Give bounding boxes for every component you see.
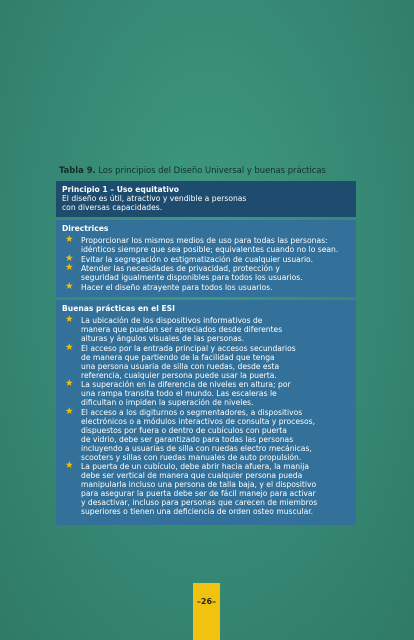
list-item	[62, 252, 350, 264]
list-item-line: de manera que partiendo de la facilidad que tenga	[81, 352, 275, 362]
list-item-line: manera que puedan ser apreciados desde diferentes	[81, 325, 283, 334]
list-item-line: una rampa transita todo el mundo. Las escaleras le	[81, 389, 277, 398]
list-item-line: seguridad igualmente disponibles para todos los usuarios.	[81, 273, 303, 282]
star-bullet-icon: ★	[65, 378, 74, 389]
star-bullet-icon: ★	[65, 280, 74, 292]
star-bullet-icon: ★	[65, 341, 74, 353]
list-item-line: La ubicación de los dispositivos informativos de	[81, 316, 263, 325]
directrices-list	[62, 236, 350, 292]
principle-title: Principio 1 – Uso equitativo	[62, 185, 179, 194]
list-item-line: La superación en la diferencia de niveles en altura; por	[81, 380, 291, 389]
list-item-line: idénticos siempre que sea posible; equivalentes cuando no lo sean.	[81, 245, 339, 254]
table-caption-text: Los principios del Diseño Universal y buenas prácticas	[95, 165, 326, 175]
list-item	[62, 405, 350, 462]
list-item	[62, 264, 350, 282]
list-item-line: alturas y ángulos visuales de las personas.	[81, 334, 245, 343]
page-number: –26–	[196, 597, 217, 606]
list-item-line: La puerta de un cubículo, debe abrir hacia afuera, la manija	[81, 462, 309, 471]
principle-line: El diseño es útil, atractivo y vendible a personas	[62, 194, 247, 203]
list-item-line: manipularla incluso una persona de talla baja, y el dispositivo	[81, 480, 317, 489]
list-item-line: El acceso a los digiturnos o segmentadores, a dispositivos	[81, 407, 303, 417]
principle-description	[62, 194, 350, 212]
list-item-line: dificultan o impiden la superación de niveles.	[81, 398, 254, 407]
list-item-line: dispuestos por fuera o dentro de cubículos con puerta	[81, 425, 287, 435]
principle-line: con diversas capacidades.	[62, 203, 163, 212]
principle-header	[56, 181, 356, 217]
star-bullet-icon: ★	[65, 405, 74, 417]
buenas-practicas-section	[56, 300, 356, 525]
star-bullet-icon: ★	[65, 262, 74, 273]
list-item-line: debe ser vertical de manera que cualquier persona pueda	[81, 471, 303, 480]
page-number-tab	[193, 583, 220, 640]
list-item-line: y desactivar, incluso para personas que carecen de miembros	[81, 498, 318, 507]
directrices-title: Directrices	[62, 224, 109, 233]
table-caption-label: Tabla 9.	[59, 165, 96, 175]
principles-table	[56, 181, 356, 525]
list-item-line: El acceso por la entrada principal y accesos secundarios	[81, 343, 296, 353]
buenas-practicas-list	[62, 316, 350, 516]
list-item	[62, 462, 350, 516]
star-bullet-icon: ★	[65, 314, 74, 325]
star-bullet-icon: ★	[65, 234, 74, 245]
list-item-line: scooters y sillas con ruedas manuales de auto propulsión.	[81, 452, 302, 462]
star-bullet-icon: ★	[65, 460, 74, 471]
directrices-section	[56, 220, 356, 297]
list-item-line: Proporcionar los mismos medios de uso para todas las personas:	[81, 236, 328, 245]
list-item-line: para asegurar la puerta debe ser de fácil manejo para activar	[81, 489, 316, 498]
list-item-line: Atender las necesidades de privacidad, protección y	[81, 264, 280, 273]
list-item-line: referencia, cualquier persona puede usar la puerta.	[81, 370, 277, 380]
list-item-line: superiores o tienen una deficiencia de orden osteo muscular.	[81, 507, 314, 516]
list-item-line: una persona usuaria de silla con ruedas, desde esta	[81, 361, 280, 371]
table-caption	[59, 165, 359, 175]
buenas-practicas-title: Buenas prácticas en el ESI	[62, 304, 175, 313]
list-item-line: Hacer el diseño atrayente para todos los usuarios.	[81, 282, 273, 292]
list-item-line: electrónicos o a módulos interactivos de consulta y procesos,	[81, 416, 315, 426]
list-item-line: incluyendo a usuarias de silla con ruedas electro mecánicas,	[81, 443, 312, 453]
list-item	[62, 341, 350, 380]
star-bullet-icon: ★	[65, 252, 74, 264]
list-item	[62, 236, 350, 254]
list-item	[62, 280, 350, 292]
list-item	[62, 380, 350, 407]
list-item-line: Evitar la segregación o estigmatización de cualquier usuario.	[81, 254, 313, 264]
list-item-line: de vidrio, debe ser garantizado para todas las personas	[81, 434, 294, 444]
list-item	[62, 316, 350, 343]
